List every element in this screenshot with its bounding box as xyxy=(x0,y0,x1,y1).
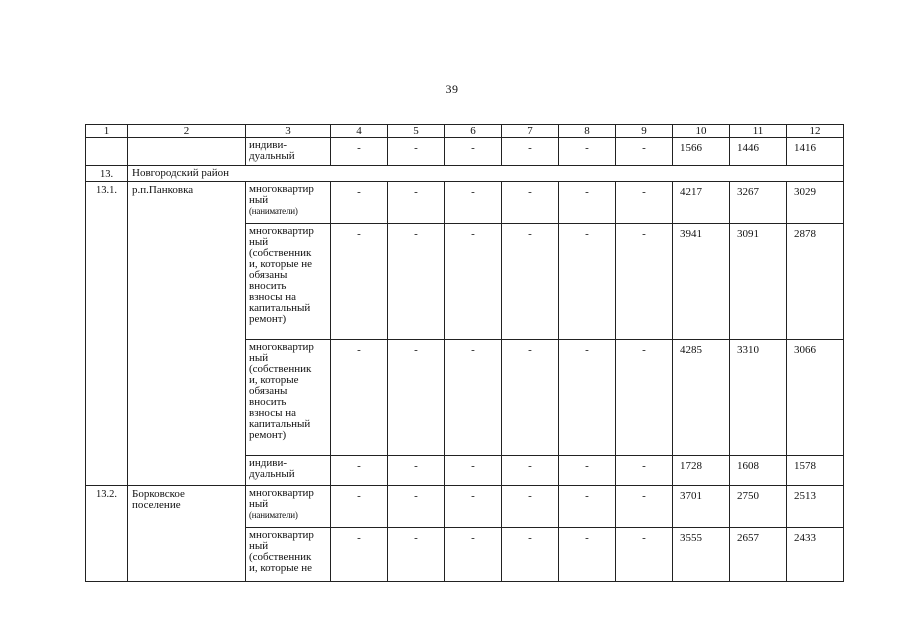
value-cell: - xyxy=(388,456,445,486)
value-cell: - xyxy=(559,340,616,456)
tariff-table xyxy=(85,124,844,582)
column-number: 4 xyxy=(331,125,388,138)
value-cell: - xyxy=(616,528,673,582)
value-cell: - xyxy=(445,224,502,340)
housing-type xyxy=(246,224,331,340)
value-cell: - xyxy=(445,456,502,486)
housing-type xyxy=(246,182,331,224)
housing-type-line: вносить xyxy=(249,396,287,408)
value-cell: - xyxy=(445,138,502,166)
settlement-name: р.п.Панковка xyxy=(128,182,246,486)
value-cell: - xyxy=(445,182,502,224)
column-number: 1 xyxy=(86,125,128,138)
value-cell: - xyxy=(445,486,502,528)
value-cell: - xyxy=(331,486,388,528)
value-cell: - xyxy=(331,182,388,224)
housing-type-line: многоквартир xyxy=(249,341,314,353)
value-cell: 1608 xyxy=(730,456,787,486)
settlement-name xyxy=(128,486,246,582)
housing-type-line: (собственник xyxy=(249,551,312,563)
value-cell: - xyxy=(616,182,673,224)
settlement-name xyxy=(128,138,246,166)
column-number: 6 xyxy=(445,125,502,138)
value-cell: - xyxy=(559,528,616,582)
housing-type xyxy=(246,138,331,166)
housing-type-line: индиви- xyxy=(249,139,288,151)
housing-type-line: многоквартир xyxy=(249,225,314,237)
page-number: 39 xyxy=(445,82,459,96)
housing-type-line: капитальный xyxy=(249,418,311,430)
value-cell: 1578 xyxy=(787,456,844,486)
housing-type-line: (собственник xyxy=(249,247,312,259)
value-cell: 2750 xyxy=(730,486,787,528)
value-cell: 4285 xyxy=(673,340,730,456)
value-cell: - xyxy=(388,340,445,456)
housing-type-note: (наниматели) xyxy=(249,510,298,520)
value-cell: 3310 xyxy=(730,340,787,456)
value-cell: - xyxy=(616,138,673,166)
value-cell: - xyxy=(445,340,502,456)
housing-type-line: многоквартир xyxy=(249,183,314,195)
value-cell: 3267 xyxy=(730,182,787,224)
value-cell: 3091 xyxy=(730,224,787,340)
value-cell: 3555 xyxy=(673,528,730,582)
housing-type-line: обязаны xyxy=(249,269,288,281)
value-cell: - xyxy=(616,340,673,456)
value-cell: - xyxy=(331,456,388,486)
value-cell: - xyxy=(331,340,388,456)
value-cell: - xyxy=(502,456,559,486)
housing-type xyxy=(246,340,331,456)
value-cell: - xyxy=(331,138,388,166)
value-cell: - xyxy=(616,456,673,486)
column-number: 11 xyxy=(730,125,787,138)
value-cell: - xyxy=(559,486,616,528)
column-numbers-row xyxy=(86,125,844,138)
column-number: 5 xyxy=(388,125,445,138)
housing-type-line: дуальный xyxy=(249,150,295,162)
value-cell: - xyxy=(616,224,673,340)
value-cell: 2657 xyxy=(730,528,787,582)
housing-type-line: ремонт) xyxy=(249,313,287,325)
column-number: 8 xyxy=(559,125,616,138)
value-cell: - xyxy=(559,456,616,486)
value-cell: - xyxy=(331,528,388,582)
housing-type-line: ный xyxy=(249,540,269,552)
value-cell: - xyxy=(559,138,616,166)
value-cell: 2433 xyxy=(787,528,844,582)
housing-type-line: обязаны xyxy=(249,385,288,397)
housing-type-line: многоквартир xyxy=(249,529,314,541)
value-cell: - xyxy=(388,486,445,528)
value-cell: - xyxy=(388,182,445,224)
housing-type-line: взносы на xyxy=(249,291,296,303)
value-cell: - xyxy=(502,138,559,166)
district-row xyxy=(86,166,844,182)
value-cell: 2513 xyxy=(787,486,844,528)
value-cell: - xyxy=(502,486,559,528)
value-cell: - xyxy=(502,528,559,582)
column-number: 9 xyxy=(616,125,673,138)
value-cell: - xyxy=(445,528,502,582)
settlement-name-line: Борковское xyxy=(132,488,185,500)
column-number: 3 xyxy=(246,125,331,138)
table-row xyxy=(86,486,844,528)
housing-type-line: и, которые не xyxy=(249,562,312,574)
value-cell: 2878 xyxy=(787,224,844,340)
value-cell: 3941 xyxy=(673,224,730,340)
housing-type-line: и, которые не xyxy=(249,258,312,270)
value-cell: - xyxy=(502,224,559,340)
housing-type-line: ремонт) xyxy=(249,429,287,441)
column-number: 12 xyxy=(787,125,844,138)
value-cell: - xyxy=(559,182,616,224)
column-number: 7 xyxy=(502,125,559,138)
row-code: 13.2. xyxy=(86,486,128,582)
value-cell: 4217 xyxy=(673,182,730,224)
value-cell: - xyxy=(388,528,445,582)
value-cell: - xyxy=(616,486,673,528)
value-cell: 3066 xyxy=(787,340,844,456)
value-cell: 3701 xyxy=(673,486,730,528)
housing-type-line: взносы на xyxy=(249,407,296,419)
value-cell: 1446 xyxy=(730,138,787,166)
district-title: Новгородский район xyxy=(128,166,844,182)
row-code xyxy=(86,138,128,166)
value-cell: - xyxy=(502,182,559,224)
column-number: 10 xyxy=(673,125,730,138)
table-row xyxy=(86,182,844,224)
value-cell: - xyxy=(331,224,388,340)
value-cell: - xyxy=(388,224,445,340)
housing-type-note: (наниматели) xyxy=(249,206,298,216)
value-cell: - xyxy=(559,224,616,340)
housing-type-line: капитальный xyxy=(249,302,311,314)
value-cell: - xyxy=(502,340,559,456)
housing-type xyxy=(246,486,331,528)
housing-type-line: (собственник xyxy=(249,363,312,375)
housing-type xyxy=(246,456,331,486)
housing-type-line: ный xyxy=(249,194,269,206)
row-code: 13.1. xyxy=(86,182,128,486)
housing-type xyxy=(246,528,331,582)
value-cell: 1728 xyxy=(673,456,730,486)
housing-type-line: ный xyxy=(249,236,269,248)
value-cell: - xyxy=(388,138,445,166)
settlement-name-line: поселение xyxy=(132,499,181,511)
column-number: 2 xyxy=(128,125,246,138)
table-row xyxy=(86,138,844,166)
value-cell: 1566 xyxy=(673,138,730,166)
housing-type-line: дуальный xyxy=(249,468,295,480)
value-cell: 1416 xyxy=(787,138,844,166)
row-code: 13. xyxy=(86,166,128,182)
housing-type-line: ный xyxy=(249,352,269,364)
housing-type-line: индиви- xyxy=(249,457,288,469)
housing-type-line: многоквартир xyxy=(249,487,314,499)
housing-type-line: вносить xyxy=(249,280,287,292)
housing-type-line: ный xyxy=(249,498,269,510)
value-cell: 3029 xyxy=(787,182,844,224)
housing-type-line: и, которые xyxy=(249,374,299,386)
